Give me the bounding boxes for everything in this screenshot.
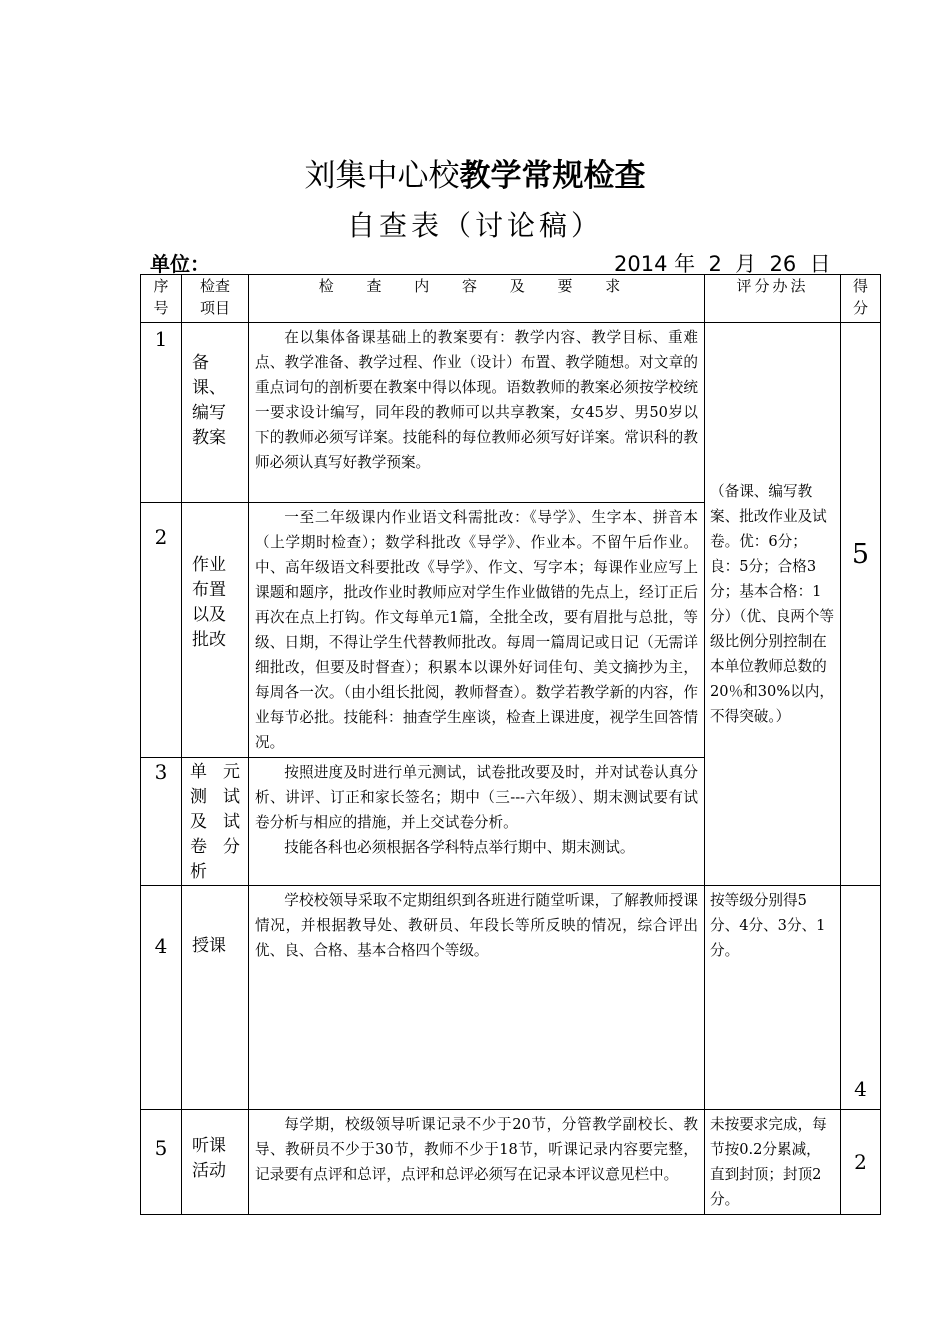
row-seq: 4 bbox=[141, 886, 182, 1110]
row-content: 在以集体备课基础上的教案要有：教学内容、教学目标、重难点、教学准备、教学过程、作业（设计）布置、教学随想。对文章的重点词句的剖析要在教案中得以体现。语数教师的教案必须按学校统一要求设计编写，同年段的教师可以共享教案，女45岁、男50岁以下的教师必须写详案。技能科的每位教师必须写好详案。常识科的教师必须认真写好教学预案。 bbox=[249, 323, 705, 503]
row-seq: 3 bbox=[141, 758, 182, 886]
row-method: 未按要求完成，每节按0.2分累减，直到封顶；封顶2分。 bbox=[705, 1110, 841, 1215]
row-seq: 2 bbox=[141, 503, 182, 758]
row-item: 听课活动 bbox=[182, 1110, 249, 1215]
header-row bbox=[141, 275, 881, 323]
header-content: 检 查 内 容 及 要 求 bbox=[249, 275, 705, 323]
document-subtitle: 自查表（讨论稿） bbox=[346, 209, 603, 242]
row-content: 按照进度及时进行单元测试，试卷批改要及时，并对试卷认真分析、讲评、订正和家长签名；期中（三---六年级）、期末测试要有试卷分析与相应的措施，并上交试卷分析。 技能各科也必须根据各学科特点举行期中、期末测试。 bbox=[249, 758, 705, 886]
document-title bbox=[0, 150, 950, 202]
row-score: 4 bbox=[841, 886, 881, 1110]
row-content: 学校校领导采取不定期组织到各班进行随堂听课，了解教师授课情况，并根据教导处、教研员、年段长等所反映的情况，综合评出优、良、合格、基本合格四个等级。 bbox=[249, 886, 705, 1110]
table-row bbox=[141, 886, 881, 1110]
row-item: 授课 bbox=[182, 886, 249, 1110]
row-content: 每学期，校级领导听课记录不少于20节，分管教学副校长、教导、教研员不少于30节，教师不少于18节，听课记录内容要完整，记录要有点评和总评，点评和总评必须写在记录本评议意见栏中。 bbox=[249, 1110, 705, 1215]
row-method: 按等级分别得5分、4分、3分、1分。 bbox=[705, 886, 841, 1110]
row-seq: 5 bbox=[141, 1110, 182, 1215]
header-score: 得分 bbox=[841, 275, 881, 323]
unit-label: 单位： bbox=[150, 252, 210, 276]
row-content: 一至二年级课内作业语文科需批改：《导学》、生字本、拼音本（上学期时检查）；数学科批改《导学》、作业本。不留午后作业。中、高年级语文科要批改《导学》、作文、写字本；每课作业应写上课题和题序，批改作业时教师应对学生作业做错的先点上，经订正后再次在点上打钩。作文每单元1篇，全批全改，要有眉批与总批，等级、日期，不得让学生代替教师批改。每周一篇周记或日记（无需详细批改，但要及时督查）；积累本以课外好词佳句、美文摘抄为主，每周各一次。（由小组长批阅，教师督查）。数学若教学新的内容，作业每节必批。技能科：抽查学生座谈，检查上课进度，视学生回答情况。 bbox=[249, 503, 705, 758]
merged-method: （备课、编写教案、批改作业及试卷。优：6分；良：5分；合格3分；基本合格：1分）（优、良两个等级比例分别控制在本单位教师总数的20％和30%以内，不得突破。） bbox=[705, 323, 841, 886]
title-bold: 教学常规检查 bbox=[459, 158, 646, 194]
title-prefix: 刘集中心校 bbox=[304, 158, 460, 194]
row-seq: 1 bbox=[141, 323, 182, 503]
inspection-table bbox=[140, 274, 881, 1215]
header-seq: 序号 bbox=[141, 275, 182, 323]
table-row bbox=[141, 1110, 881, 1215]
header-method: 评分办法 bbox=[705, 275, 841, 323]
row-score: 2 bbox=[841, 1110, 881, 1215]
date: 2014 年 2 月 26 日 bbox=[614, 252, 831, 276]
header-item: 检查项目 bbox=[182, 275, 249, 323]
row-item: 作业布置以及批改 bbox=[182, 503, 249, 758]
row-item: 备课、编写教案 bbox=[182, 323, 249, 503]
merged-score: 5 bbox=[841, 323, 881, 886]
table-row bbox=[141, 323, 881, 503]
row-item: 单元测试及试卷分析 bbox=[182, 758, 249, 886]
